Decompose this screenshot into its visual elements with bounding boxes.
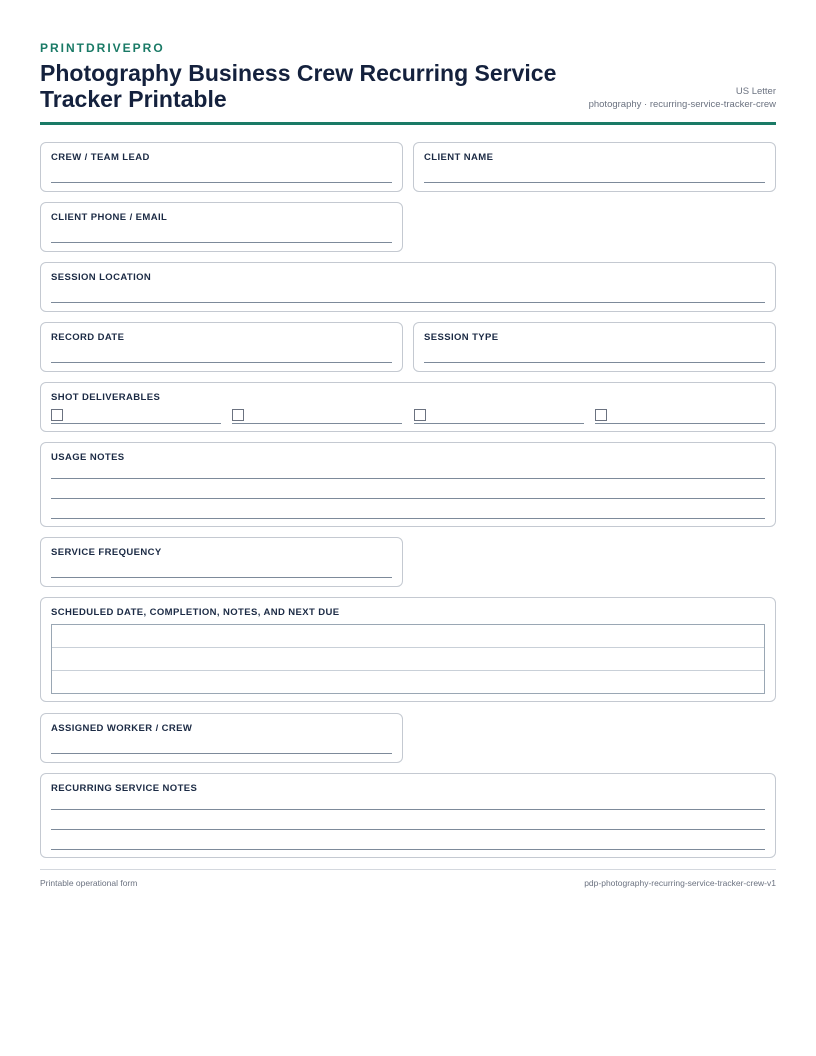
- session-type-field[interactable]: [413, 322, 776, 372]
- table-row[interactable]: [52, 648, 764, 671]
- header-divider: [40, 122, 776, 125]
- deliverable-line[interactable]: [595, 423, 765, 424]
- usage-notes-line[interactable]: [51, 518, 765, 519]
- usage-notes-line[interactable]: [51, 478, 765, 479]
- page-tags: photography · recurring-service-tracker-crew: [588, 99, 776, 110]
- table-row[interactable]: [52, 671, 764, 694]
- recurring-service-notes-line[interactable]: [51, 809, 765, 810]
- usage-notes-line[interactable]: [51, 498, 765, 499]
- service-frequency-field[interactable]: [40, 537, 403, 587]
- client-phone-email-input-line[interactable]: [51, 242, 392, 243]
- table-row[interactable]: [52, 625, 764, 648]
- deliverable-checkbox[interactable]: [414, 409, 426, 421]
- shot-deliverables-label: SHOT DELIVERABLES: [51, 392, 161, 403]
- deliverable-line[interactable]: [414, 423, 584, 424]
- client-phone-email-label: CLIENT PHONE / EMAIL: [51, 212, 168, 223]
- usage-notes-field[interactable]: [40, 442, 776, 527]
- service-frequency-input-line[interactable]: [51, 577, 392, 578]
- recurring-service-notes-label: RECURRING SERVICE NOTES: [51, 783, 198, 794]
- footer-left-text: Printable operational form: [40, 878, 138, 888]
- crew-team-lead-field[interactable]: [40, 142, 403, 192]
- deliverable-checkbox[interactable]: [232, 409, 244, 421]
- client-phone-email-field[interactable]: [40, 202, 403, 252]
- service-frequency-label: SERVICE FREQUENCY: [51, 547, 162, 558]
- deliverable-line[interactable]: [232, 423, 402, 424]
- client-name-input-line[interactable]: [424, 182, 765, 183]
- paper-size-label: US Letter: [735, 86, 776, 97]
- shot-deliverables-field: [40, 382, 776, 432]
- assigned-worker-crew-label: ASSIGNED WORKER / CREW: [51, 723, 193, 734]
- session-location-label: SESSION LOCATION: [51, 272, 152, 283]
- record-date-input-line[interactable]: [51, 362, 392, 363]
- page-title: Photography Business Crew Recurring Service Tracker Printable: [40, 60, 557, 112]
- deliverable-checkbox[interactable]: [51, 409, 63, 421]
- assigned-worker-crew-input-line[interactable]: [51, 753, 392, 754]
- schedule-table-label: SCHEDULED DATE, COMPLETION, NOTES, AND NEXT DUE: [51, 607, 340, 618]
- deliverable-checkbox[interactable]: [595, 409, 607, 421]
- assigned-worker-crew-field[interactable]: [40, 713, 403, 763]
- record-date-label: RECORD DATE: [51, 332, 125, 343]
- recurring-service-notes-line[interactable]: [51, 829, 765, 830]
- footer-divider: [40, 869, 776, 870]
- recurring-service-notes-line[interactable]: [51, 849, 765, 850]
- crew-team-lead-input-line[interactable]: [51, 182, 392, 183]
- session-location-input-line[interactable]: [51, 302, 765, 303]
- session-location-field[interactable]: [40, 262, 776, 312]
- session-type-input-line[interactable]: [424, 362, 765, 363]
- footer-form-id: pdp-photography-recurring-service-tracker-crew-v1: [584, 878, 776, 888]
- client-name-label: CLIENT NAME: [424, 152, 494, 163]
- client-name-field[interactable]: [413, 142, 776, 192]
- usage-notes-label: USAGE NOTES: [51, 452, 125, 463]
- page-meta: [589, 85, 776, 111]
- recurring-service-notes-field[interactable]: [40, 773, 776, 858]
- record-date-field[interactable]: [40, 322, 403, 372]
- session-type-label: SESSION TYPE: [424, 332, 499, 343]
- deliverable-line[interactable]: [51, 423, 221, 424]
- schedule-table-field: [40, 597, 776, 702]
- crew-team-lead-label: CREW / TEAM LEAD: [51, 152, 150, 163]
- schedule-table: [51, 624, 765, 694]
- brand-name: PRINTDRIVEPRO: [40, 41, 165, 55]
